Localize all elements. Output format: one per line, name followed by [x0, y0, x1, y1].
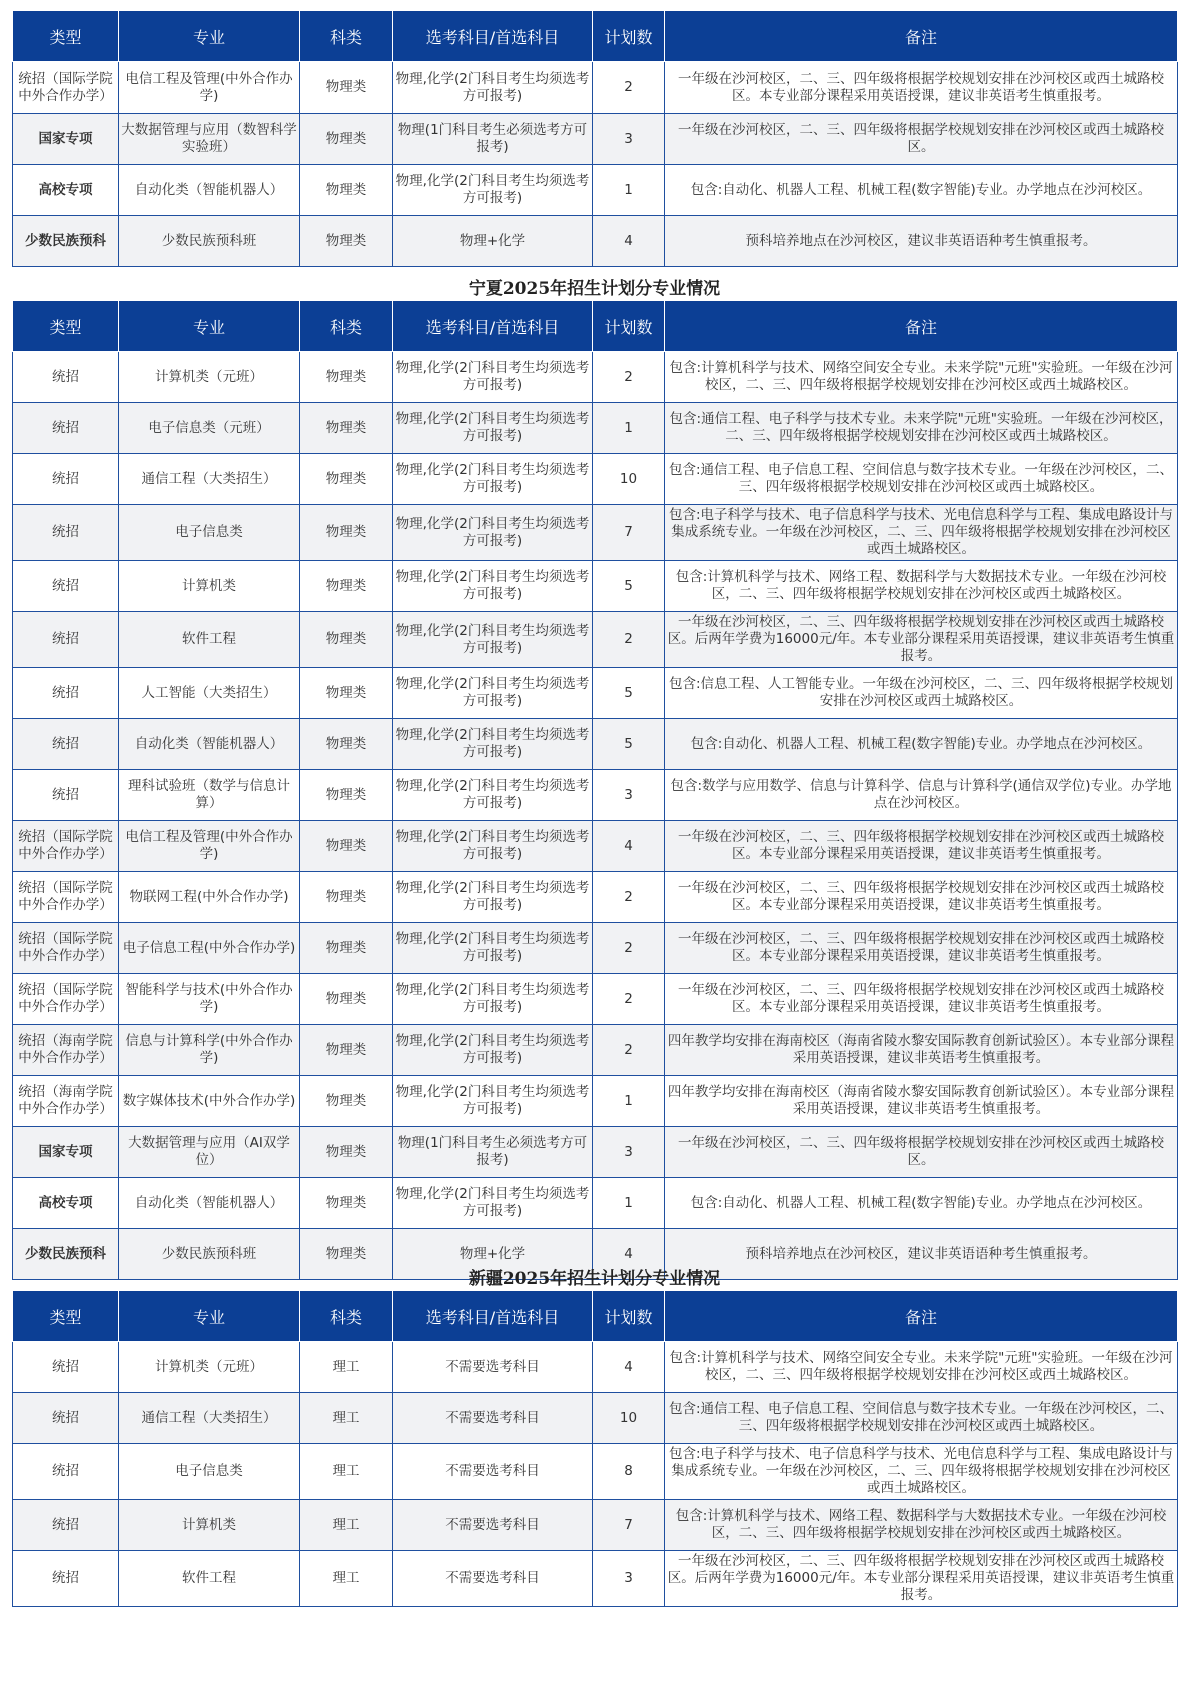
cell-count: 4 [593, 821, 665, 872]
cell-type: 统招 [13, 1500, 119, 1551]
cell-count: 2 [593, 923, 665, 974]
header-category: 科类 [300, 1291, 393, 1342]
header-note: 备注 [665, 1291, 1178, 1342]
header-subjects: 选考科目/首选科目 [393, 11, 593, 62]
table-row [13, 668, 1178, 719]
cell-count: 2 [593, 352, 665, 403]
cell-note: 包含:计算机科学与技术、网络空间安全专业。未来学院"元班"实验班。一年级在沙河校区，二、三、四年级将根据学校规划安排在沙河校区或西土城路校区。 [665, 352, 1178, 403]
cell-count: 4 [593, 1342, 665, 1393]
cell-count: 2 [593, 1025, 665, 1076]
cell-subjects: 物理,化学(2门科目考生均须选考方可报考) [393, 1178, 593, 1229]
cell-type: 统招（国际学院中外合作办学） [13, 974, 119, 1025]
table-row [13, 1393, 1178, 1444]
cell-subjects: 不需要选考科目 [393, 1500, 593, 1551]
header-category: 科类 [300, 11, 393, 62]
cell-subjects: 物理,化学(2门科目考生均须选考方可报考) [393, 1025, 593, 1076]
table-row [13, 454, 1178, 505]
cell-category: 物理类 [300, 1076, 393, 1127]
cell-category: 物理类 [300, 1025, 393, 1076]
cell-note: 四年教学均安排在海南校区（海南省陵水黎安国际教育创新试验区）。本专业部分课程采用英语授课，建议非英语考生慎重报考。 [665, 1025, 1178, 1076]
enrollment-table-ningxia [12, 300, 1178, 1280]
table-header-row [13, 1291, 1178, 1342]
table-section-3 [12, 1268, 1177, 1607]
header-count: 计划数 [593, 301, 665, 352]
cell-count: 5 [593, 719, 665, 770]
cell-major: 通信工程（大类招生） [119, 454, 300, 505]
header-major: 专业 [119, 11, 300, 62]
table-row [13, 1342, 1178, 1393]
cell-subjects: 物理,化学(2门科目考生均须选考方可报考) [393, 1076, 593, 1127]
header-type: 类型 [13, 301, 119, 352]
cell-type: 统招 [13, 668, 119, 719]
cell-type: 国家专项 [13, 114, 119, 165]
cell-category: 物理类 [300, 114, 393, 165]
cell-note: 一年级在沙河校区，二、三、四年级将根据学校规划安排在沙河校区或西土城路校区。 [665, 114, 1178, 165]
cell-category: 物理类 [300, 872, 393, 923]
cell-count: 4 [593, 216, 665, 267]
table-row [13, 216, 1178, 267]
cell-count: 1 [593, 1076, 665, 1127]
table-row [13, 719, 1178, 770]
cell-count: 2 [593, 872, 665, 923]
cell-note: 一年级在沙河校区，二、三、四年级将根据学校规划安排在沙河校区或西土城路校区。本专业部分课程采用英语授课，建议非英语考生慎重报考。 [665, 821, 1178, 872]
table-row [13, 505, 1178, 561]
table-row [13, 1500, 1178, 1551]
cell-category: 物理类 [300, 923, 393, 974]
cell-category: 物理类 [300, 216, 393, 267]
cell-subjects: 物理,化学(2门科目考生均须选考方可报考) [393, 352, 593, 403]
table-row [13, 612, 1178, 668]
cell-subjects: 不需要选考科目 [393, 1444, 593, 1500]
header-type: 类型 [13, 11, 119, 62]
cell-type: 统招 [13, 1342, 119, 1393]
cell-note: 一年级在沙河校区，二、三、四年级将根据学校规划安排在沙河校区或西土城路校区。 [665, 1127, 1178, 1178]
cell-type: 统招 [13, 1551, 119, 1607]
table-row [13, 1076, 1178, 1127]
table-row [13, 165, 1178, 216]
cell-note: 包含:通信工程、电子信息工程、空间信息与数字技术专业。一年级在沙河校区，二、三、四年级将根据学校规划安排在沙河校区或西土城路校区。 [665, 1393, 1178, 1444]
cell-category: 物理类 [300, 612, 393, 668]
table-section-1 [12, 10, 1177, 267]
cell-type: 高校专项 [13, 1178, 119, 1229]
cell-major: 计算机类（元班） [119, 1342, 300, 1393]
cell-note: 一年级在沙河校区，二、三、四年级将根据学校规划安排在沙河校区或西土城路校区。后两年学费为16000元/年。本专业部分课程采用英语授课，建议非英语考生慎重报考。 [665, 612, 1178, 668]
cell-note: 包含:计算机科学与技术、网络工程、数据科学与大数据技术专业。一年级在沙河校区，二、三、四年级将根据学校规划安排在沙河校区或西土城路校区。 [665, 1500, 1178, 1551]
table-row [13, 821, 1178, 872]
cell-type: 国家专项 [13, 1127, 119, 1178]
cell-major: 计算机类（元班） [119, 352, 300, 403]
cell-type: 统招 [13, 352, 119, 403]
cell-type: 统招（国际学院中外合作办学） [13, 821, 119, 872]
cell-note: 包含:自动化、机器人工程、机械工程(数字智能)专业。办学地点在沙河校区。 [665, 719, 1178, 770]
cell-note: 包含:数学与应用数学、信息与计算科学、信息与计算科学(通信双学位)专业。办学地点在沙河校区。 [665, 770, 1178, 821]
header-note: 备注 [665, 11, 1178, 62]
cell-major: 人工智能（大类招生） [119, 668, 300, 719]
cell-category: 理工 [300, 1444, 393, 1500]
cell-type: 统招（海南学院中外合作办学） [13, 1076, 119, 1127]
table-section-2 [12, 278, 1177, 1280]
cell-major: 电子信息类（元班） [119, 403, 300, 454]
table-row [13, 1444, 1178, 1500]
cell-major: 大数据管理与应用（数智科学实验班） [119, 114, 300, 165]
cell-category: 物理类 [300, 1178, 393, 1229]
header-subjects: 选考科目/首选科目 [393, 301, 593, 352]
cell-major: 自动化类（智能机器人） [119, 1178, 300, 1229]
cell-count: 2 [593, 62, 665, 114]
cell-count: 5 [593, 561, 665, 612]
cell-major: 计算机类 [119, 561, 300, 612]
cell-count: 5 [593, 668, 665, 719]
cell-major: 少数民族预科班 [119, 1229, 300, 1280]
table-row [13, 974, 1178, 1025]
cell-subjects: 物理,化学(2门科目考生均须选考方可报考) [393, 454, 593, 505]
cell-subjects: 不需要选考科目 [393, 1393, 593, 1444]
table-row [13, 872, 1178, 923]
cell-note: 包含:自动化、机器人工程、机械工程(数字智能)专业。办学地点在沙河校区。 [665, 1178, 1178, 1229]
cell-major: 通信工程（大类招生） [119, 1393, 300, 1444]
cell-subjects: 不需要选考科目 [393, 1551, 593, 1607]
cell-count: 7 [593, 1500, 665, 1551]
cell-type: 统招 [13, 1393, 119, 1444]
cell-category: 物理类 [300, 1229, 393, 1280]
cell-subjects: 物理,化学(2门科目考生均须选考方可报考) [393, 719, 593, 770]
cell-major: 电子信息工程(中外合作办学) [119, 923, 300, 974]
cell-note: 一年级在沙河校区，二、三、四年级将根据学校规划安排在沙河校区或西土城路校区。本专业部分课程采用英语授课，建议非英语考生慎重报考。 [665, 974, 1178, 1025]
cell-type: 高校专项 [13, 165, 119, 216]
cell-subjects: 物理,化学(2门科目考生均须选考方可报考) [393, 923, 593, 974]
cell-subjects: 物理,化学(2门科目考生均须选考方可报考) [393, 165, 593, 216]
cell-subjects: 物理+化学 [393, 216, 593, 267]
table-row [13, 1025, 1178, 1076]
cell-category: 物理类 [300, 165, 393, 216]
cell-note: 四年教学均安排在海南校区（海南省陵水黎安国际教育创新试验区）。本专业部分课程采用英语授课，建议非英语考生慎重报考。 [665, 1076, 1178, 1127]
cell-category: 理工 [300, 1551, 393, 1607]
cell-note: 包含:计算机科学与技术、网络工程、数据科学与大数据技术专业。一年级在沙河校区，二、三、四年级将根据学校规划安排在沙河校区或西土城路校区。 [665, 561, 1178, 612]
table-title-ningxia: 宁夏2025年招生计划分专业情况 [468, 279, 721, 299]
cell-type: 统招 [13, 403, 119, 454]
cell-count: 4 [593, 1229, 665, 1280]
cell-type: 统招 [13, 612, 119, 668]
cell-type: 统招 [13, 505, 119, 561]
cell-major: 计算机类 [119, 1500, 300, 1551]
header-major: 专业 [119, 1291, 300, 1342]
cell-category: 物理类 [300, 821, 393, 872]
cell-major: 少数民族预科班 [119, 216, 300, 267]
cell-note: 一年级在沙河校区，二、三、四年级将根据学校规划安排在沙河校区或西土城路校区。本专业部分课程采用英语授课，建议非英语考生慎重报考。 [665, 923, 1178, 974]
cell-type: 少数民族预科 [13, 216, 119, 267]
cell-note: 包含:信息工程、人工智能专业。一年级在沙河校区，二、三、四年级将根据学校规划安排在沙河校区或西土城路校区。 [665, 668, 1178, 719]
header-type: 类型 [13, 1291, 119, 1342]
header-major: 专业 [119, 301, 300, 352]
cell-major: 自动化类（智能机器人） [119, 719, 300, 770]
cell-category: 物理类 [300, 403, 393, 454]
header-count: 计划数 [593, 1291, 665, 1342]
cell-type: 统招 [13, 770, 119, 821]
table-row [13, 1551, 1178, 1607]
table-row [13, 403, 1178, 454]
cell-count: 1 [593, 403, 665, 454]
enrollment-table-xinjiang [12, 1290, 1178, 1607]
cell-category: 物理类 [300, 668, 393, 719]
cell-count: 2 [593, 974, 665, 1025]
table-title-xinjiang: 新疆2025年招生计划分专业情况 [468, 1269, 721, 1289]
cell-subjects: 物理,化学(2门科目考生均须选考方可报考) [393, 561, 593, 612]
cell-category: 理工 [300, 1342, 393, 1393]
enrollment-table-1 [12, 10, 1178, 267]
cell-major: 大数据管理与应用（AI双学位） [119, 1127, 300, 1178]
table-header-row [13, 301, 1178, 352]
header-subjects: 选考科目/首选科目 [393, 1291, 593, 1342]
cell-note: 包含:计算机科学与技术、网络空间安全专业。未来学院"元班"实验班。一年级在沙河校区，二、三、四年级将根据学校规划安排在沙河校区或西土城路校区。 [665, 1342, 1178, 1393]
cell-major: 理科试验班（数学与信息计算） [119, 770, 300, 821]
cell-category: 物理类 [300, 505, 393, 561]
table-row [13, 561, 1178, 612]
cell-major: 信息与计算科学(中外合作办学) [119, 1025, 300, 1076]
cell-type: 统招（国际学院中外合作办学） [13, 62, 119, 114]
cell-subjects: 物理,化学(2门科目考生均须选考方可报考) [393, 668, 593, 719]
cell-category: 物理类 [300, 561, 393, 612]
table-header-row [13, 11, 1178, 62]
cell-major: 电子信息类 [119, 1444, 300, 1500]
cell-note: 一年级在沙河校区，二、三、四年级将根据学校规划安排在沙河校区或西土城路校区。后两年学费为16000元/年。本专业部分课程采用英语授课，建议非英语考生慎重报考。 [665, 1551, 1178, 1607]
table-row [13, 1127, 1178, 1178]
cell-subjects: 物理,化学(2门科目考生均须选考方可报考) [393, 821, 593, 872]
table-row [13, 114, 1178, 165]
cell-subjects: 物理,化学(2门科目考生均须选考方可报考) [393, 974, 593, 1025]
cell-count: 3 [593, 770, 665, 821]
cell-type: 统招 [13, 454, 119, 505]
cell-major: 自动化类（智能机器人） [119, 165, 300, 216]
cell-subjects: 物理,化学(2门科目考生均须选考方可报考) [393, 62, 593, 114]
cell-major: 物联网工程(中外合作办学) [119, 872, 300, 923]
cell-major: 软件工程 [119, 1551, 300, 1607]
cell-count: 8 [593, 1444, 665, 1500]
cell-category: 物理类 [300, 719, 393, 770]
cell-major: 智能科学与技术(中外合作办学) [119, 974, 300, 1025]
table-row [13, 923, 1178, 974]
cell-count: 2 [593, 612, 665, 668]
cell-major: 电信工程及管理(中外合作办学) [119, 821, 300, 872]
cell-subjects: 物理,化学(2门科目考生均须选考方可报考) [393, 505, 593, 561]
cell-note: 包含:电子科学与技术、电子信息科学与技术、光电信息科学与工程、集成电路设计与集成系统专业。一年级在沙河校区，二、三、四年级将根据学校规划安排在沙河校区或西土城路校区。 [665, 505, 1178, 561]
cell-count: 3 [593, 1127, 665, 1178]
cell-category: 物理类 [300, 352, 393, 403]
cell-category: 物理类 [300, 62, 393, 114]
cell-note: 包含:自动化、机器人工程、机械工程(数字智能)专业。办学地点在沙河校区。 [665, 165, 1178, 216]
cell-type: 统招 [13, 1444, 119, 1500]
cell-subjects: 物理(1门科目考生必须选考方可报考) [393, 1127, 593, 1178]
cell-note: 预科培养地点在沙河校区，建议非英语语种考生慎重报考。 [665, 216, 1178, 267]
cell-major: 电子信息类 [119, 505, 300, 561]
cell-type: 少数民族预科 [13, 1229, 119, 1280]
cell-category: 物理类 [300, 1127, 393, 1178]
cell-note: 一年级在沙河校区，二、三、四年级将根据学校规划安排在沙河校区或西土城路校区。本专业部分课程采用英语授课，建议非英语考生慎重报考。 [665, 62, 1178, 114]
header-category: 科类 [300, 301, 393, 352]
cell-type: 统招 [13, 561, 119, 612]
cell-major: 电信工程及管理(中外合作办学) [119, 62, 300, 114]
header-count: 计划数 [593, 11, 665, 62]
table-row [13, 770, 1178, 821]
cell-count: 1 [593, 1178, 665, 1229]
cell-subjects: 物理+化学 [393, 1229, 593, 1280]
cell-subjects: 物理,化学(2门科目考生均须选考方可报考) [393, 872, 593, 923]
table-row [13, 352, 1178, 403]
cell-count: 3 [593, 114, 665, 165]
cell-note: 包含:电子科学与技术、电子信息科学与技术、光电信息科学与工程、集成电路设计与集成系统专业。一年级在沙河校区，二、三、四年级将根据学校规划安排在沙河校区或西土城路校区。 [665, 1444, 1178, 1500]
cell-subjects: 物理(1门科目考生必须选考方可报考) [393, 114, 593, 165]
cell-note: 包含:通信工程、电子科学与技术专业。未来学院"元班"实验班。一年级在沙河校区，二、三、四年级将根据学校规划安排在沙河校区或西土城路校区。 [665, 403, 1178, 454]
cell-count: 10 [593, 454, 665, 505]
cell-type: 统招（国际学院中外合作办学） [13, 872, 119, 923]
cell-category: 物理类 [300, 974, 393, 1025]
cell-type: 统招 [13, 719, 119, 770]
cell-category: 物理类 [300, 770, 393, 821]
cell-note: 一年级在沙河校区，二、三、四年级将根据学校规划安排在沙河校区或西土城路校区。本专业部分课程采用英语授课，建议非英语考生慎重报考。 [665, 872, 1178, 923]
cell-note: 预科培养地点在沙河校区，建议非英语语种考生慎重报考。 [665, 1229, 1178, 1280]
cell-type: 统招（海南学院中外合作办学） [13, 1025, 119, 1076]
cell-count: 10 [593, 1393, 665, 1444]
table-row [13, 1178, 1178, 1229]
cell-category: 物理类 [300, 454, 393, 505]
cell-note: 包含:通信工程、电子信息工程、空间信息与数字技术专业。一年级在沙河校区，二、三、四年级将根据学校规划安排在沙河校区或西土城路校区。 [665, 454, 1178, 505]
cell-count: 7 [593, 505, 665, 561]
table-row [13, 62, 1178, 114]
cell-subjects: 物理,化学(2门科目考生均须选考方可报考) [393, 403, 593, 454]
cell-count: 3 [593, 1551, 665, 1607]
cell-major: 数字媒体技术(中外合作办学) [119, 1076, 300, 1127]
cell-subjects: 物理,化学(2门科目考生均须选考方可报考) [393, 612, 593, 668]
header-note: 备注 [665, 301, 1178, 352]
cell-category: 理工 [300, 1500, 393, 1551]
cell-subjects: 不需要选考科目 [393, 1342, 593, 1393]
cell-subjects: 物理,化学(2门科目考生均须选考方可报考) [393, 770, 593, 821]
cell-category: 理工 [300, 1393, 393, 1444]
cell-type: 统招（国际学院中外合作办学） [13, 923, 119, 974]
cell-count: 1 [593, 165, 665, 216]
cell-major: 软件工程 [119, 612, 300, 668]
